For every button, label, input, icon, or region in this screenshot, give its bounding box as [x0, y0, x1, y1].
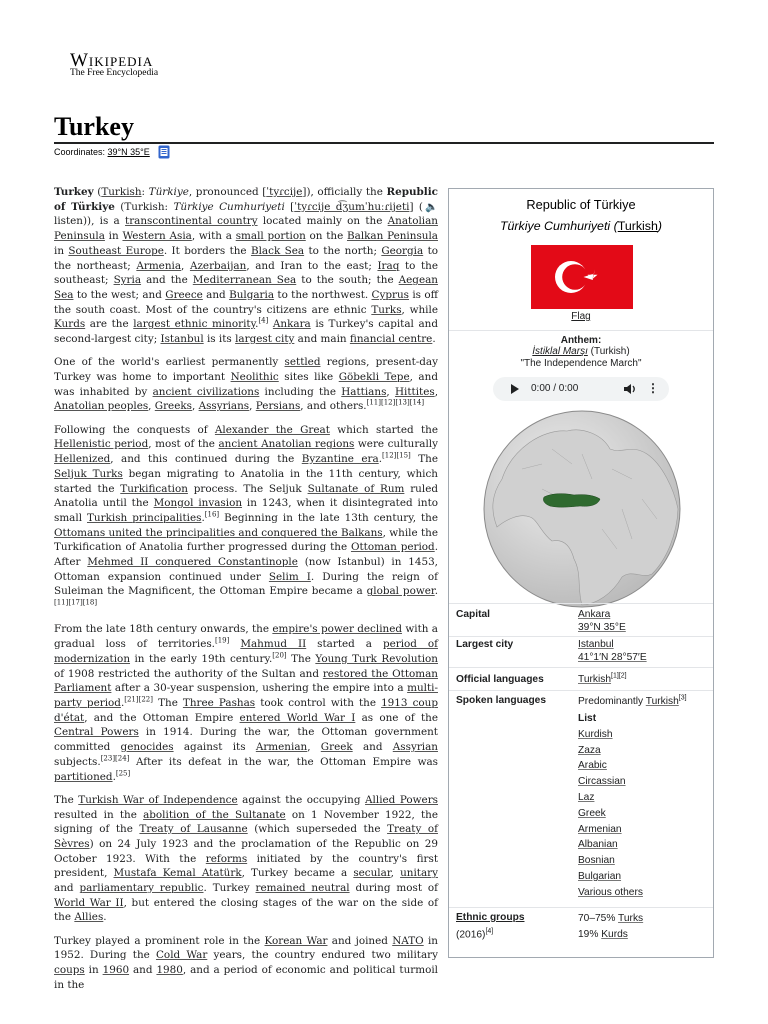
article-link[interactable]: Mahmud II	[240, 638, 307, 651]
article-link[interactable]: Western Asia	[122, 230, 192, 243]
article-text: (which superseded the	[247, 823, 388, 836]
article-link[interactable]: Allied Powers	[365, 793, 438, 806]
article-text: in the early 19th century.	[130, 652, 273, 665]
article-link[interactable]: Greek	[320, 741, 353, 754]
article-link[interactable]: empire's power declined	[272, 623, 403, 636]
article-link[interactable]: Greeks	[154, 400, 192, 413]
article-text: during most of	[349, 882, 438, 895]
article-link[interactable]: Cold War	[155, 949, 208, 962]
article-link[interactable]: period of modernization	[54, 638, 438, 665]
article-text: , but entered the closing stages of the war on the side of the	[54, 896, 438, 924]
article-text: took control with the	[255, 696, 382, 709]
article-link[interactable]: 1960	[102, 964, 130, 977]
article-link[interactable]: Armenian	[255, 741, 308, 754]
infobox-divider	[449, 907, 713, 908]
article-link[interactable]: 1913 coup d'état	[54, 696, 438, 724]
citation-ref[interactable]: [12][15]	[382, 451, 411, 460]
largest-city-value	[578, 639, 647, 664]
wikipedia-tagline: The Free Encyclopedia	[70, 68, 159, 78]
article-text: ,	[307, 741, 321, 754]
article-link[interactable]: multi-party period	[54, 682, 438, 709]
article-text: .	[201, 511, 205, 524]
article-text: in	[84, 964, 103, 977]
article-link[interactable]: Treaty of Sèvres	[54, 823, 438, 850]
article-text: to the north;	[304, 244, 382, 257]
article-text: began migrating to Anatolia in the 11th century, which started the	[54, 467, 438, 495]
article-text: ,	[386, 385, 395, 398]
spoken-languages-label: Spoken languages	[456, 695, 547, 706]
article-text: which started the	[329, 423, 438, 436]
paragraph-cold-war	[54, 934, 438, 993]
article-text: , while the Turkification of Anatolia further progressed during the	[54, 526, 438, 554]
spoken-language-item[interactable]: Various others	[578, 886, 643, 898]
article-text: ,	[249, 400, 256, 413]
spoken-lang-ref[interactable]: [3]	[678, 694, 687, 702]
citation-ref[interactable]: [16]	[204, 510, 220, 519]
article-link[interactable]: unitary	[400, 867, 438, 880]
paragraph-medieval	[54, 423, 438, 614]
article-text: , and Iran to the east;	[246, 259, 378, 272]
article-text: process. The Seljuk	[187, 482, 308, 495]
article-text: , and was inhabited by	[54, 371, 438, 398]
spoken-lang-link[interactable]: Turkish	[645, 696, 679, 707]
article-text: started a	[306, 638, 383, 651]
article-link[interactable]: transcontinental country	[125, 215, 258, 228]
ethnic-groups-label: Ethnic groups (2016)[4]	[456, 912, 525, 941]
audio-player[interactable]	[493, 377, 669, 401]
more-icon[interactable]: ⋮	[647, 381, 659, 395]
article-text: and	[202, 288, 230, 301]
official-lang-refs[interactable]: [1][2]	[611, 672, 627, 680]
article-text: in 1914. During the war, the Ottoman government committed	[54, 726, 438, 754]
article-text: and	[352, 741, 393, 754]
article-link[interactable]: Seljuk Turks	[54, 467, 123, 480]
article-link[interactable]: Anatolian Peninsula	[54, 215, 438, 243]
article-text: regions, present-day Turkey was home to important	[54, 356, 438, 384]
article-text: , Turkey became a	[241, 867, 354, 880]
article-text: , pronounced [	[188, 186, 267, 198]
spoken-language-item[interactable]: Armenian	[578, 823, 622, 835]
article-link[interactable]: Georgia	[381, 244, 424, 257]
article-link[interactable]: Allies	[74, 911, 104, 924]
article-text: , with a	[191, 230, 236, 243]
article-text: (now Istanbul) in 1453, Ottoman expansion continued under	[54, 556, 438, 583]
capital-coords-link[interactable]: 39°N 35°E	[578, 621, 626, 633]
article-link[interactable]: Göbekli Tepe	[338, 371, 410, 384]
article-link[interactable]: Anatolian peoples	[54, 400, 149, 413]
article-text: ruled Anatolia until the	[54, 482, 438, 510]
citation-ref[interactable]: [25]	[115, 769, 131, 778]
article-link[interactable]: Hellenistic period	[54, 438, 149, 451]
article-link[interactable]: remained neutral	[255, 882, 350, 895]
anthem-translation: "The Independence March"	[520, 358, 642, 369]
spoken-items	[578, 727, 643, 898]
volume-icon[interactable]	[623, 383, 637, 395]
bold-term: Turkey	[54, 186, 94, 198]
article-text: .	[112, 770, 116, 783]
article-link[interactable]: genocides	[120, 741, 174, 754]
article-text: [	[284, 200, 295, 213]
anthem-label: Anthem:	[560, 335, 602, 346]
article-text: ,	[148, 400, 155, 413]
article-text: , most of the	[148, 438, 219, 451]
article-link[interactable]: Central Powers	[54, 726, 139, 739]
spoken-languages-value: Predominantly Turkish[3]	[578, 694, 687, 707]
article-text: located mainly on the	[257, 215, 388, 228]
list-toggle[interactable]: List	[578, 713, 597, 724]
article-text: to the south; the	[296, 274, 399, 287]
title-divider	[54, 142, 714, 144]
largest-city-link[interactable]: Istanbul	[578, 639, 614, 650]
article-link[interactable]: Hittites	[394, 385, 435, 398]
anthem-link[interactable]: İstiklal Marşı	[532, 346, 588, 357]
article-body	[54, 185, 438, 1001]
article-text: is off the south coast. Most of the country's citizens are ethnic	[54, 288, 438, 316]
article-text: The	[410, 453, 438, 466]
citation-ref[interactable]: [11][12][13][14]	[366, 398, 425, 407]
article-text: .	[103, 911, 107, 924]
largest-city-label: Largest city	[456, 639, 514, 650]
infobox-divider	[449, 330, 713, 331]
article-link[interactable]: Turkish principalities	[87, 511, 202, 524]
article-link[interactable]: largest ethnic minority	[133, 318, 256, 331]
article-text: One of the world's earliest permanently	[54, 356, 285, 369]
infobox	[448, 188, 714, 958]
article-link[interactable]: settled	[284, 356, 321, 369]
article-link[interactable]: ˈtyɾcije	[266, 186, 303, 198]
spoken-language-item[interactable]: Arabic	[578, 760, 607, 772]
article-text: of 1908 restricted the authority of the Sultan and	[54, 667, 323, 680]
article-link[interactable]: Bulgaria	[229, 288, 275, 301]
article-link[interactable]: Ottoman period	[350, 541, 435, 554]
article-text: resulted in the	[54, 808, 144, 821]
article-text: were culturally	[354, 438, 438, 451]
article-text: to the southeast;	[54, 259, 439, 287]
article-link[interactable]: Mediterranean Sea	[192, 274, 297, 287]
article-link[interactable]: Azerbaijan	[189, 259, 247, 272]
citation-ref[interactable]: [4]	[258, 316, 269, 325]
article-text: .	[378, 453, 383, 466]
infobox-divider	[449, 690, 713, 691]
article-text: ,	[181, 259, 190, 272]
article-text: Beginning in the late 13th century, the	[219, 511, 438, 524]
article-link[interactable]: Aegean Sea	[54, 274, 438, 301]
article-text: initiated by the country's first president,	[54, 852, 438, 880]
article-link[interactable]: largest city	[235, 333, 295, 346]
article-text: to the west; and	[73, 288, 166, 301]
ethnic-kurds-link[interactable]: Kurds	[601, 929, 628, 940]
article-link[interactable]: Istanbul	[160, 333, 204, 346]
article-link[interactable]: Cyprus	[371, 288, 409, 301]
article-link[interactable]: Turks	[371, 303, 402, 316]
article-link[interactable]: Persians	[255, 400, 301, 413]
official-languages-value	[578, 674, 627, 687]
article-text: is its	[203, 333, 236, 346]
article-link[interactable]: financial centre	[349, 333, 433, 346]
article-link[interactable]: Sultanate of Rum	[307, 482, 405, 495]
article-link[interactable]: restored the Ottoman Parliament	[54, 667, 438, 695]
article-text: in 1952. During the	[54, 934, 438, 962]
article-text: , and others.	[300, 400, 367, 413]
ethnic-groups-value: 70–75% Turks 19% Kurds	[578, 913, 644, 940]
article-link[interactable]: World War II	[54, 896, 124, 909]
article-text: and the	[141, 274, 193, 287]
article-text: The	[54, 793, 79, 806]
spoken-language-item[interactable]: Greek	[578, 807, 606, 819]
article-link[interactable]: entered World War I	[239, 711, 356, 724]
paragraph-decline	[54, 622, 438, 784]
largest-city-coords-link[interactable]: 41°1′N 28°57′E	[578, 651, 647, 663]
article-text: and	[54, 882, 80, 895]
article-text: The	[286, 652, 316, 665]
article-link[interactable]: small portion	[235, 230, 306, 243]
article-text: years, the country endured two military	[207, 949, 439, 962]
article-text: (	[93, 186, 102, 198]
capital-value	[578, 609, 626, 634]
spoken-language-item[interactable]: Circassian	[578, 776, 626, 788]
article-link[interactable]: ˈtyɾcije d͡ʒumˈhuːɾijeti	[294, 200, 410, 213]
article-text: . Turkey	[203, 882, 256, 895]
page-title: Turkey	[54, 112, 134, 141]
article-link[interactable]: Alexander the Great	[214, 423, 330, 436]
italic-term: Türkiye Cumhuriyeti	[173, 200, 285, 213]
infobox-divider	[449, 636, 713, 637]
article-link[interactable]: partitioned	[54, 770, 113, 783]
article-link[interactable]: Assyrians	[198, 400, 250, 413]
article-text: after a 30-year suspension, ushering the empire into a	[111, 682, 408, 695]
article-link[interactable]: coups	[54, 964, 85, 977]
flag-caption[interactable]: Flag	[571, 311, 591, 322]
official-languages-label: Official languages	[456, 674, 544, 685]
coordinates: Coordinates: 39°N 35°E	[54, 147, 150, 157]
article-link[interactable]: NATO	[392, 934, 424, 947]
spoken-language-item[interactable]: Albanian	[578, 839, 618, 851]
article-text: (Turkish:	[114, 200, 174, 213]
article-text: to the northwest.	[274, 288, 372, 301]
article-text: ,	[191, 400, 199, 413]
capital-label: Capital	[456, 609, 490, 620]
citation-ref[interactable]: [21][22]	[124, 695, 153, 704]
infobox-divider	[449, 667, 713, 668]
anthem-name: İstiklal Marşı (Turkish)	[532, 346, 630, 357]
article-text: in	[104, 230, 123, 243]
article-text: .	[255, 318, 259, 331]
article-text: Following the conquests of	[54, 423, 215, 436]
article-link[interactable]: secular	[353, 867, 391, 880]
article-text: sites like	[278, 371, 339, 384]
article-link[interactable]: Black Sea	[250, 244, 305, 257]
article-link[interactable]: Southeast Europe	[68, 244, 164, 257]
infobox-divider	[449, 603, 713, 604]
article-text: . It borders the	[163, 244, 251, 257]
article-text: against its	[173, 741, 256, 754]
paragraph-intro	[54, 185, 438, 347]
audio-time: 0:00 / 0:00	[531, 383, 579, 394]
article-text: in 1243, when it disintegrated into small	[54, 497, 439, 524]
native-lang-link[interactable]: Turkish	[617, 219, 658, 233]
article-text: .	[434, 585, 439, 598]
capital-link[interactable]: Ankara	[578, 609, 611, 620]
orthographic-map-image[interactable]	[482, 409, 682, 609]
article-text: as one of the	[355, 711, 438, 724]
article-link[interactable]: Balkan Peninsula	[346, 230, 438, 243]
spoken-language-item[interactable]: Kurdish	[578, 728, 613, 740]
article-text: is Turkey's capital and second-largest city;	[54, 318, 438, 346]
article-link[interactable]: Mehmed II conquered Constantinople	[87, 556, 298, 569]
paragraph-early-history	[54, 355, 438, 414]
article-text: in	[54, 244, 69, 257]
article-link[interactable]: Turkish War of Independence	[78, 793, 238, 806]
article-link[interactable]: Three Pashas	[182, 696, 256, 709]
article-text: on the	[305, 230, 347, 243]
spoken-language-item[interactable]: Bulgarian	[578, 870, 622, 882]
article-text: and joined	[327, 934, 393, 947]
article-link[interactable]: abolition of the Sultanate	[143, 808, 286, 821]
citation-ref[interactable]: [23][24]	[100, 754, 130, 763]
article-link[interactable]: Young Turk Revolution	[315, 652, 438, 665]
article-text: :	[141, 186, 149, 198]
article-link[interactable]: Selim I	[268, 570, 311, 583]
article-link[interactable]: global power	[366, 585, 435, 598]
infobox-title: Republic of Türkiye	[526, 197, 636, 212]
spoken-language-item[interactable]: Zaza	[578, 744, 601, 756]
article-link[interactable]: Mongol invasion	[153, 497, 243, 510]
spoken-languages-list	[578, 711, 643, 898]
article-link[interactable]: 1980	[156, 964, 183, 977]
article-link[interactable]: Korean War	[264, 934, 328, 947]
article-text: are the	[85, 318, 134, 331]
official-lang-link[interactable]: Turkish	[578, 674, 612, 685]
article-text: to the northeast;	[54, 244, 438, 272]
article-link[interactable]: Hellenized	[54, 453, 111, 466]
coordinates-label: Coordinates	[54, 147, 103, 157]
article-link[interactable]: Treaty of Lausanne	[139, 823, 248, 836]
article-link[interactable]: Mustafa Kemal Atatürk	[113, 867, 242, 880]
article-link[interactable]: Syria	[113, 274, 142, 287]
citation-ref[interactable]: [20]	[272, 651, 287, 660]
article-text: , and this continued during the	[110, 453, 302, 466]
article-text: , and a period of economic and political turmoil in the	[54, 964, 438, 991]
play-icon[interactable]	[511, 384, 519, 394]
article-text: Turkey played a prominent role in the	[54, 934, 265, 947]
article-text: From the late 18th century onwards, the	[54, 623, 273, 636]
article-text: .	[432, 333, 436, 346]
bold-term: Republic of Türkiye	[54, 186, 439, 213]
article-text: with a gradual loss of territories.	[54, 623, 438, 651]
article-link[interactable]: parliamentary republic	[79, 882, 204, 895]
article-text: and	[129, 964, 157, 977]
article-text: .	[120, 696, 125, 709]
ethnic-turks-link[interactable]: Turks	[618, 913, 644, 924]
article-link[interactable]: Turkish	[101, 186, 142, 198]
article-text: ,	[434, 385, 438, 398]
spoken-language-item[interactable]: Bosnian	[578, 855, 615, 867]
citation-ref[interactable]: [11][17][18]	[54, 598, 98, 607]
article-link[interactable]: Hattians	[341, 385, 387, 398]
article-text: on 1 November 1922, the signing of the	[54, 808, 439, 836]
article-text: The	[153, 696, 183, 709]
flag-image[interactable]	[531, 245, 633, 309]
article-text: against the occupying	[237, 793, 366, 806]
italic-term: Türkiye	[148, 186, 189, 198]
article-text: ,	[390, 867, 401, 880]
article-text: ) on 24 July 1923 and the proclamation of the Republic on 29 October 1923. With the	[54, 837, 438, 865]
article-link[interactable]: Turkification	[120, 482, 188, 495]
article-link[interactable]: Kurds	[54, 318, 86, 331]
article-text: subjects.	[54, 755, 101, 768]
article-link[interactable]: ancient civilizations	[152, 385, 260, 398]
article-text: , and the Ottoman Empire	[84, 711, 240, 724]
citation-ref[interactable]: [19]	[214, 636, 230, 645]
article-text: ] (🔈 listen)), is a	[54, 200, 438, 228]
article-text: , while	[401, 303, 438, 316]
article-link[interactable]: Armenia	[136, 259, 182, 272]
article-text: . After	[54, 541, 439, 569]
infobox-native-name: Türkiye Cumhuriyeti (Turkish)	[499, 219, 663, 233]
article-text: including the	[259, 385, 342, 398]
globe-icon[interactable]	[158, 145, 170, 159]
article-link[interactable]: reforms	[205, 852, 248, 865]
article-link[interactable]: Greece	[165, 288, 203, 301]
article-link[interactable]: ancient Anatolian regions	[218, 438, 355, 451]
wikipedia-wordmark[interactable]: Wikipedia	[70, 50, 154, 71]
article-link[interactable]: Byzantine era	[301, 453, 379, 466]
article-text: After its defeat in the war, the Ottoman Empire was	[129, 755, 438, 768]
article-link[interactable]: Assyrian	[392, 741, 438, 754]
paragraph-republic	[54, 793, 438, 925]
article-text	[229, 638, 240, 650]
article-link[interactable]: Iraq	[377, 259, 400, 272]
spoken-language-item[interactable]: Laz	[578, 791, 595, 803]
article-link[interactable]: Ottomans united the principalities and conquered the Balkans	[54, 526, 383, 539]
article-link[interactable]: Ankara	[272, 318, 311, 331]
coordinates-link[interactable]: 39°N 35°E	[107, 147, 150, 157]
article-text: and main	[294, 333, 350, 346]
article-text: . During the reign of Suleiman the Magnificent, the Ottoman Empire became a	[54, 570, 438, 598]
article-text: ]), officially the	[302, 186, 387, 198]
article-link[interactable]: Neolithic	[230, 371, 279, 384]
